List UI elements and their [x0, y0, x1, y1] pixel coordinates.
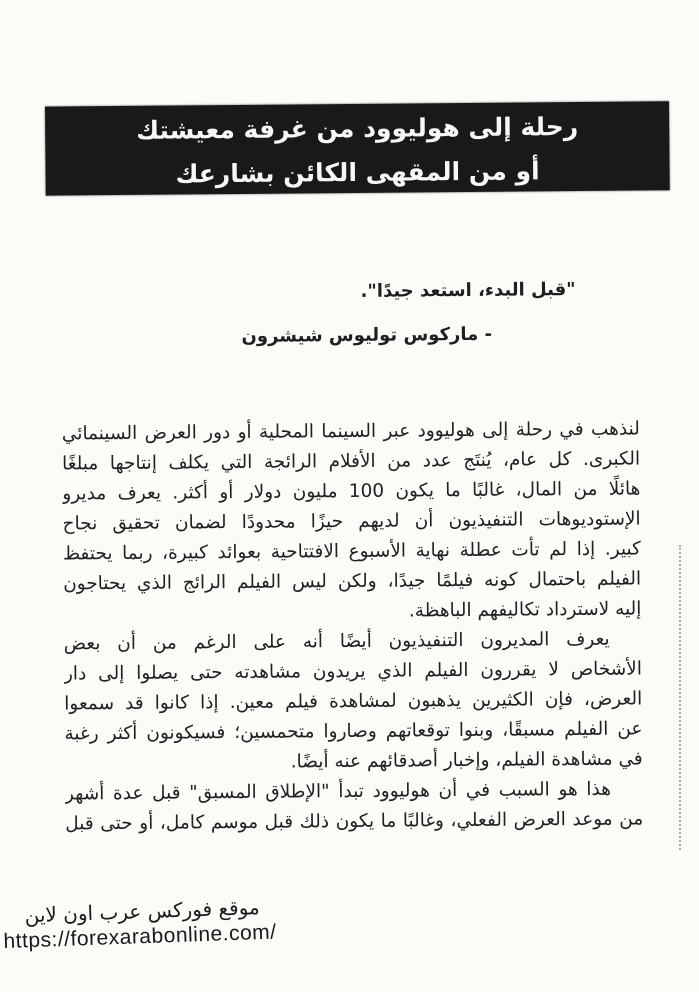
body-text-line: الإستوديوهات التنفيذيون أن لديهم حيزًا محدودًا لضمان تحقيق نجاح	[62, 508, 641, 535]
body-text-line: من موعد العرض الفعلي، وغالبًا ما يكون ذلك قبل موسم كامل، أو حتى قبل	[65, 808, 644, 835]
body-text-line: هذا هو السبب في أن هوليوود تبدأ "الإطلاق المسبق" قبل عدة أشهر	[64, 778, 612, 805]
body-text-line: عن الفيلم مسبقًا، وبنوا توقعاتهم وصاروا متحمسين؛ فسيكونون أكثر رغبة	[64, 718, 643, 745]
body-text-line: لنذهب في رحلة إلى هوليوود عبر السينما المحلية أو دور العرض السينمائي	[61, 418, 640, 445]
watermark-url: https://forexarabonline.com/	[3, 920, 277, 954]
body-text-line: يعرف المديرون التنفيذيون أيضًا أنه على الرغم من أن بعض	[63, 628, 610, 655]
chapter-title-banner	[45, 101, 670, 195]
watermark	[2, 893, 277, 955]
epigraph-quote: "قبل البدء، استعد جيدًا".	[360, 279, 576, 302]
body-text-line: الفيلم باحتمال كونه فيلمًا جيدًا، ولكن ليس الفيلم الرائج الذي يحتاجون	[63, 568, 642, 595]
body-text-line: إليه لاسترداد تكاليفهم الباهظة.	[408, 598, 642, 622]
body-text-block	[62, 414, 644, 839]
chapter-title-line-2: أو من المقهى الكائن بشارعك	[175, 156, 540, 189]
body-text-line: العرض، فإن الكثيرين يذهبون لمشاهدة فيلم معين. إذا كانوا قد سمعوا	[64, 688, 643, 715]
chapter-title-line-1: رحلة إلى هوليوود من غرفة معيشتك	[136, 111, 579, 145]
body-text-line: هائلًا من المال، غالبًا ما يكون 100 مليون دولار أو أكثر. يعرف مديرو	[62, 478, 641, 505]
body-text-line: في مشاهدة الفيلم، وإخبار أصدقائهم عنه أيضًا.	[290, 748, 643, 773]
body-text-line: كبير. إذا لم تأت عطلة نهاية الأسبوع الافتتاحية بعوائد كبيرة، ربما يحتفظ	[62, 538, 641, 565]
scan-artifact-line	[679, 545, 681, 850]
body-text-line: الأشخاص لا يقررون الفيلم الذي يريدون مشاهدته حتى يصلوا إلى دار	[63, 658, 643, 685]
watermark-site-name: موقع فوركس عرب اون لاين	[24, 895, 261, 928]
body-text-line: الكبرى. كل عام، يُنتَج عدد من الأفلام الرائجة التي يكلف إنتاجها مبلغًا	[62, 448, 641, 475]
epigraph-attribution: - ماركوس توليوس شيشرون	[241, 323, 493, 347]
